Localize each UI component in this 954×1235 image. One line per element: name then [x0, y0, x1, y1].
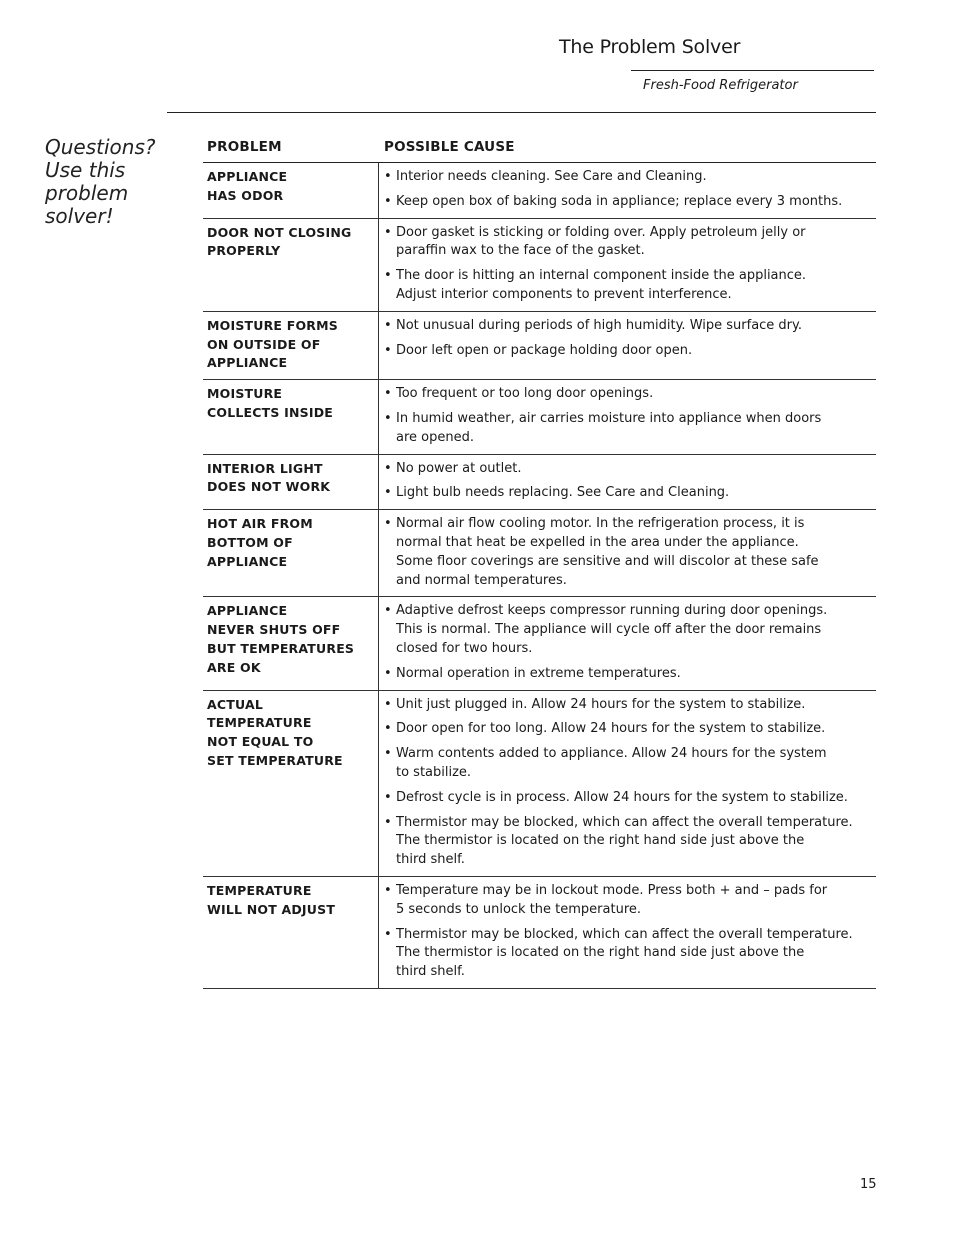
table-row — [203, 163, 876, 219]
cause-line: third shelf. — [396, 964, 465, 980]
cause-line: Defrost cycle is in process. Allow 24 hours for the system to stabilize. — [396, 789, 848, 805]
cause-cell — [379, 597, 876, 689]
cause-line: and normal temperatures. — [396, 572, 567, 588]
cause-text — [396, 224, 876, 262]
side-heading-line: Questions? — [45, 135, 156, 159]
bullet-icon: • — [384, 721, 392, 737]
cause-cell — [379, 691, 876, 876]
problem-text: DOES NOT WORK — [207, 479, 331, 495]
cause-line: Adaptive defrost keeps compressor running during door openings. — [396, 603, 828, 619]
cause-line: Door left open or package holding door open. — [396, 342, 693, 358]
cause-text — [396, 460, 876, 479]
cause-item — [384, 515, 876, 590]
cause-text — [396, 789, 876, 808]
cause-line: The thermistor is located on the right hand side just above the — [396, 945, 805, 961]
cause-line: In humid weather, air carries moisture into appliance when doors — [396, 410, 822, 426]
bullet-icon: • — [384, 224, 392, 240]
bullet-icon: • — [384, 516, 392, 532]
problem-text: BUT TEMPERATURES — [207, 640, 355, 656]
cause-item — [384, 460, 876, 479]
table-row — [203, 380, 876, 454]
problem-text: HAS ODOR — [207, 187, 284, 203]
problem-text: HOT AIR FROM — [207, 516, 313, 532]
bullet-icon: • — [384, 268, 392, 284]
side-heading — [45, 136, 165, 228]
problem-solver-table — [203, 137, 876, 989]
problem-text: ARE OK — [207, 659, 261, 675]
bullet-icon: • — [384, 696, 392, 712]
problem-text: SET TEMPERATURE — [207, 752, 343, 768]
table-row — [203, 219, 876, 312]
cause-line: Door gasket is sticking or folding over. Apply petroleum jelly or — [396, 224, 806, 240]
problem-cell — [203, 455, 379, 510]
bullet-icon: • — [384, 169, 392, 184]
problem-cell — [203, 877, 379, 988]
cause-item — [384, 696, 876, 715]
header-rule — [167, 112, 876, 113]
cause-line: Unit just plugged in. Allow 24 hours for the system to stabilize. — [396, 696, 806, 712]
page-number: 15 — [860, 1177, 877, 1192]
cause-line: Normal operation in extreme temperatures. — [396, 665, 681, 681]
cause-line: Normal air flow cooling motor. In the refrigeration process, it is — [396, 516, 805, 532]
cause-text — [396, 602, 876, 658]
problem-text: BOTTOM OF — [207, 534, 293, 550]
cause-item — [384, 168, 876, 187]
bullet-icon: • — [384, 410, 392, 426]
cause-cell — [379, 455, 876, 510]
table-body — [203, 163, 876, 989]
cause-line: paraffin wax to the face of the gasket. — [396, 243, 645, 259]
cause-text — [396, 720, 876, 739]
cause-line: Adjust interior components to prevent interference. — [396, 286, 732, 302]
cause-item — [384, 602, 876, 658]
table-row — [203, 597, 876, 690]
cause-line: Thermistor may be blocked, which can affect the overall temperature. — [396, 814, 853, 830]
bullet-icon: • — [384, 342, 392, 358]
cause-line: 5 seconds to unlock the temperature. — [396, 901, 642, 917]
bullet-icon: • — [384, 665, 392, 681]
cause-item — [384, 484, 876, 503]
cause-text — [396, 926, 876, 982]
problem-text: APPLIANCE — [207, 169, 288, 184]
problem-cell — [203, 597, 379, 689]
problem-text: APPLIANCE — [207, 603, 288, 619]
cause-text — [396, 745, 876, 783]
problem-text: NEVER SHUTS OFF — [207, 622, 341, 638]
problem-cell — [203, 691, 379, 876]
cause-text — [396, 484, 876, 503]
cause-item — [384, 342, 876, 361]
cause-line: to stabilize. — [396, 764, 472, 780]
cause-text — [396, 814, 876, 870]
cause-line: No power at outlet. — [396, 460, 522, 476]
cause-item — [384, 745, 876, 783]
cause-text — [396, 696, 876, 715]
table-row — [203, 510, 876, 597]
bullet-icon: • — [384, 926, 392, 942]
cause-line: Temperature may be in lockout mode. Press both + and – pads for — [396, 882, 828, 898]
cause-line: The thermistor is located on the right hand side just above the — [396, 833, 805, 849]
cause-cell — [379, 163, 876, 218]
bullet-icon: • — [384, 603, 392, 619]
page-subtitle: Fresh-Food Refrigerator — [643, 78, 798, 93]
bullet-icon: • — [384, 193, 392, 209]
cause-item — [384, 665, 876, 684]
cause-item — [384, 882, 876, 920]
problem-text: PROPERLY — [207, 243, 281, 259]
cause-text — [396, 168, 876, 187]
cause-item — [384, 193, 876, 212]
cause-column-header: POSSIBLE CAUSE — [384, 139, 515, 155]
bullet-icon: • — [384, 317, 392, 333]
cause-line: Keep open box of baking soda in appliance; replace every 3 months. — [396, 193, 843, 209]
problem-text: ON OUTSIDE OF — [207, 336, 321, 352]
cause-line: Warm contents added to appliance. Allow 24 hours for the system — [396, 746, 827, 762]
cause-cell — [379, 510, 876, 596]
cause-item — [384, 267, 876, 305]
problem-text: APPLIANCE — [207, 355, 288, 371]
problem-text: INTERIOR LIGHT — [207, 460, 323, 476]
cause-line: Some floor coverings are sensitive and will discolor at these safe — [396, 553, 819, 569]
cause-text — [396, 882, 876, 920]
cause-line: Door open for too long. Allow 24 hours for the system to stabilize. — [396, 721, 826, 737]
bullet-icon: • — [384, 746, 392, 762]
problem-text: DOOR NOT CLOSING — [207, 224, 352, 240]
cause-cell — [379, 877, 876, 988]
cause-line: third shelf. — [396, 852, 465, 868]
cause-cell — [379, 219, 876, 311]
page-title: The Problem Solver — [559, 36, 741, 58]
title-rule — [631, 70, 874, 71]
cause-text — [396, 410, 876, 448]
cause-item — [384, 317, 876, 336]
table-row — [203, 877, 876, 989]
cause-line: are opened. — [396, 429, 474, 445]
cause-line: normal that heat be expelled in the area under the appliance. — [396, 534, 799, 550]
cause-text — [396, 317, 876, 336]
cause-item — [384, 814, 876, 870]
bullet-icon: • — [384, 386, 392, 402]
cause-item — [384, 720, 876, 739]
problem-text: APPLIANCE — [207, 553, 288, 569]
cause-text — [396, 665, 876, 684]
problem-cell — [203, 380, 379, 453]
bullet-icon: • — [384, 882, 392, 898]
bullet-icon: • — [384, 485, 392, 501]
cause-text — [396, 385, 876, 404]
problem-text: ACTUAL — [207, 696, 263, 712]
table-row — [203, 455, 876, 511]
cause-line: Interior needs cleaning. See Care and Cleaning. — [396, 169, 707, 184]
cause-item — [384, 410, 876, 448]
cause-line: This is normal. The appliance will cycle off after the door remains — [396, 622, 822, 638]
cause-line: The door is hitting an internal component inside the appliance. — [396, 268, 807, 284]
cause-item — [384, 224, 876, 262]
cause-text — [396, 342, 876, 361]
problem-cell — [203, 219, 379, 311]
table-row — [203, 312, 876, 380]
cause-text — [396, 267, 876, 305]
cause-line: Not unusual during periods of high humidity. Wipe surface dry. — [396, 317, 803, 333]
cause-line: Too frequent or too long door openings. — [396, 386, 654, 402]
problem-text: NOT EQUAL TO — [207, 734, 314, 750]
cause-line: Light bulb needs replacing. See Care and Cleaning. — [396, 485, 730, 501]
cause-text — [396, 515, 876, 590]
cause-item — [384, 926, 876, 982]
cause-item — [384, 385, 876, 404]
side-heading-line: problem — [45, 181, 129, 205]
cause-cell — [379, 312, 876, 379]
cause-item — [384, 789, 876, 808]
table-header — [203, 137, 876, 163]
bullet-icon: • — [384, 460, 392, 476]
cause-cell — [379, 380, 876, 453]
table-row — [203, 691, 876, 877]
side-heading-line: Use this — [45, 158, 126, 182]
bullet-icon: • — [384, 789, 392, 805]
problem-text: MOISTURE FORMS — [207, 317, 338, 333]
problem-text: COLLECTS INSIDE — [207, 404, 334, 420]
side-heading-line: solver! — [45, 204, 114, 228]
problem-text: TEMPERATURE — [207, 882, 312, 898]
problem-cell — [203, 312, 379, 379]
bullet-icon: • — [384, 814, 392, 830]
cause-line: Thermistor may be blocked, which can affect the overall temperature. — [396, 926, 853, 942]
problem-column-header: PROBLEM — [207, 139, 282, 155]
problem-cell — [203, 510, 379, 596]
problem-text: TEMPERATURE — [207, 715, 312, 731]
cause-text — [396, 193, 876, 212]
cause-line: closed for two hours. — [396, 640, 533, 656]
problem-text: MOISTURE — [207, 386, 283, 402]
problem-text: WILL NOT ADJUST — [207, 901, 336, 917]
problem-cell — [203, 163, 379, 218]
